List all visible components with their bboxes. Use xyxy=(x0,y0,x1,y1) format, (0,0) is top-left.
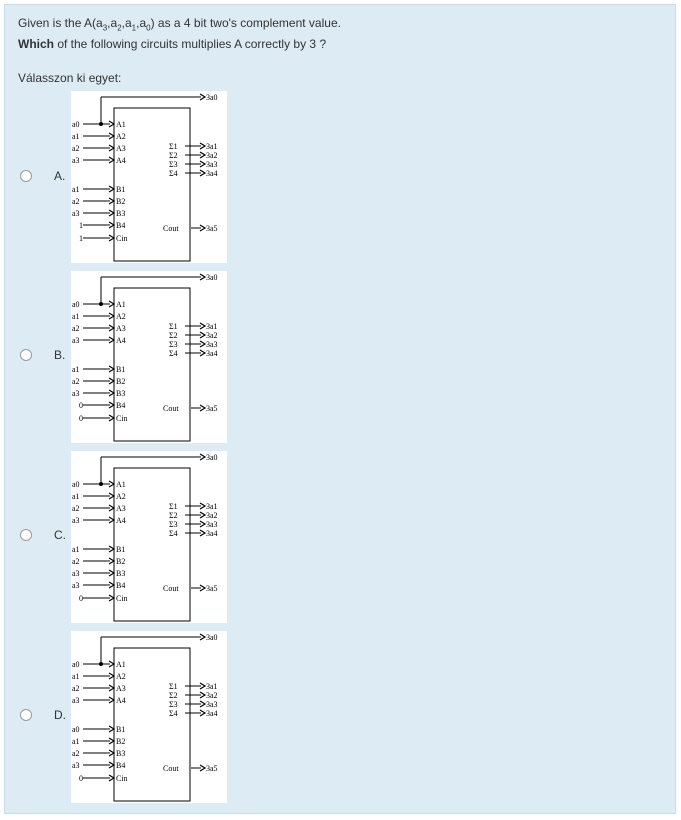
adder-circuit-svg xyxy=(71,271,227,443)
pin-a3: A3 xyxy=(116,504,126,513)
pin-a3: A3 xyxy=(116,324,126,333)
pin-a3: A3 xyxy=(116,144,126,153)
pin-a2: A2 xyxy=(116,492,126,501)
output-label-3a4: 3a4 xyxy=(206,169,218,178)
radio-button[interactable] xyxy=(20,170,32,182)
input-label-b2: a2 xyxy=(72,749,80,758)
pin-a4: A4 xyxy=(116,336,126,345)
question-line1-prefix: Given is the A(a xyxy=(18,16,103,30)
input-label-b3: a3 xyxy=(72,761,80,770)
sum-label-4: Σ4 xyxy=(169,349,178,358)
input-label-a3: a3 xyxy=(72,336,80,345)
pin-b3: B3 xyxy=(116,569,126,578)
sum-label-2: Σ2 xyxy=(169,151,178,160)
adder-circuit-svg xyxy=(71,91,227,263)
pin-b1: B1 xyxy=(116,365,126,374)
input-label-a1: a1 xyxy=(72,672,80,681)
output-label-3a2: 3a2 xyxy=(206,691,218,700)
cout-label: Cout xyxy=(163,584,179,593)
pin-b1: B1 xyxy=(116,725,126,734)
pin-a1: A1 xyxy=(116,660,126,669)
output-label-3a5: 3a5 xyxy=(206,224,218,233)
pin-b3: B3 xyxy=(116,749,126,758)
question-line1-suffix: ) as a 4 bit two's complement value. xyxy=(150,16,341,30)
pin-b2: B2 xyxy=(116,737,126,746)
pin-b2: B2 xyxy=(116,557,126,566)
sum-label-1: Σ1 xyxy=(169,322,178,331)
output-label-3a4: 3a4 xyxy=(206,349,218,358)
option-label: D. xyxy=(54,708,66,722)
sum-label-1: Σ1 xyxy=(169,142,178,151)
pin-b4: B4 xyxy=(116,401,126,410)
sum-label-3: Σ3 xyxy=(169,160,178,169)
output-label-3a0: 3a0 xyxy=(206,453,218,462)
output-label-3a1: 3a1 xyxy=(206,682,218,691)
output-label-3a3: 3a3 xyxy=(206,340,218,349)
input-label-b3: 1 xyxy=(79,221,83,230)
pin-cin: Cin xyxy=(116,594,128,603)
sum-label-4: Σ4 xyxy=(169,529,178,538)
sub-0: 0 xyxy=(146,23,151,33)
output-label-3a4: 3a4 xyxy=(206,529,218,538)
input-label-b0: a0 xyxy=(72,725,80,734)
input-label-b4: 0 xyxy=(79,414,83,423)
sub-3: 3 xyxy=(102,23,108,33)
input-label-b0: a1 xyxy=(72,185,80,194)
sum-label-2: Σ2 xyxy=(169,691,178,700)
pin-b2: B2 xyxy=(116,377,126,386)
input-label-b3: 0 xyxy=(79,401,83,410)
sum-label-1: Σ1 xyxy=(169,502,178,511)
input-label-a0: a0 xyxy=(72,120,80,129)
question-text: Given is the $A(a_3,a_2,a_1,a_0)$ as a 4 bit two's complement value. Which of the following circuits multiplies A correctly by 3 ? xyxy=(18,16,341,52)
cout-label: Cout xyxy=(163,764,179,773)
output-label-3a5: 3a5 xyxy=(206,764,218,773)
input-label-b1: a2 xyxy=(72,197,80,206)
sum-label-4: Σ4 xyxy=(169,169,178,178)
input-label-a0: a0 xyxy=(72,660,80,669)
input-label-b3: a3 xyxy=(72,581,80,590)
pin-a4: A4 xyxy=(116,696,126,705)
cout-label: Cout xyxy=(163,224,179,233)
radio-button[interactable] xyxy=(20,349,32,361)
sum-label-2: Σ2 xyxy=(169,331,178,340)
input-label-a1: a1 xyxy=(72,312,80,321)
pin-a2: A2 xyxy=(116,312,126,321)
input-label-a2: a2 xyxy=(72,684,80,693)
pin-b1: B1 xyxy=(116,545,126,554)
input-label-b0: a1 xyxy=(72,365,80,374)
sum-label-3: Σ3 xyxy=(169,340,178,349)
pin-b3: B3 xyxy=(116,389,126,398)
cout-label: Cout xyxy=(163,404,179,413)
pin-a4: A4 xyxy=(116,156,126,165)
pin-a1: A1 xyxy=(116,300,126,309)
sub-2: 2 xyxy=(117,23,122,33)
pin-a1: A1 xyxy=(116,120,126,129)
pin-a2: A2 xyxy=(116,672,126,681)
sum-label-3: Σ3 xyxy=(169,520,178,529)
pin-b4: B4 xyxy=(116,581,126,590)
sum-label-4: Σ4 xyxy=(169,709,178,718)
output-label-3a2: 3a2 xyxy=(206,511,218,520)
input-label-a2: a2 xyxy=(72,504,80,513)
output-label-3a5: 3a5 xyxy=(206,584,218,593)
choose-one-label: Válasszon ki egyet: xyxy=(18,71,122,85)
output-label-3a1: 3a1 xyxy=(206,502,218,511)
input-label-b4: 0 xyxy=(79,594,83,603)
output-label-3a1: 3a1 xyxy=(206,322,218,331)
sub-1: 1 xyxy=(131,23,137,33)
pin-cin: Cin xyxy=(116,234,128,243)
sum-label-2: Σ2 xyxy=(169,511,178,520)
output-label-3a0: 3a0 xyxy=(206,273,218,282)
input-label-b2: a3 xyxy=(72,569,80,578)
input-label-b4: 1 xyxy=(79,234,83,243)
input-label-a0: a0 xyxy=(72,300,80,309)
circuit-diagram xyxy=(71,451,227,623)
option-label: A. xyxy=(54,169,66,183)
output-label-3a2: 3a2 xyxy=(206,151,218,160)
output-label-3a0: 3a0 xyxy=(206,93,218,102)
input-label-a3: a3 xyxy=(72,156,80,165)
pin-a4: A4 xyxy=(116,516,126,525)
input-label-a0: a0 xyxy=(72,480,80,489)
input-label-b4: 0 xyxy=(79,774,83,783)
pin-cin: Cin xyxy=(116,774,128,783)
circuit-diagram xyxy=(71,271,227,443)
output-label-3a5: 3a5 xyxy=(206,404,218,413)
pin-a2: A2 xyxy=(116,132,126,141)
pin-cin: Cin xyxy=(116,414,128,423)
sum-label-1: Σ1 xyxy=(169,682,178,691)
circuit-diagram xyxy=(71,631,227,803)
pin-b4: B4 xyxy=(116,221,126,230)
sum-label-3: Σ3 xyxy=(169,700,178,709)
pin-b3: B3 xyxy=(116,209,126,218)
input-label-a3: a3 xyxy=(72,696,80,705)
question-bold-word: Which xyxy=(18,37,54,52)
pin-b2: B2 xyxy=(116,197,126,206)
input-label-b1: a1 xyxy=(72,737,80,746)
input-label-a2: a2 xyxy=(72,144,80,153)
output-label-3a1: 3a1 xyxy=(206,142,218,151)
pin-b1: B1 xyxy=(116,185,126,194)
circuit-diagram xyxy=(71,91,227,263)
input-label-b2: a3 xyxy=(72,389,80,398)
radio-button[interactable] xyxy=(20,709,32,721)
option-label: C. xyxy=(54,528,66,542)
input-label-b1: a2 xyxy=(72,557,80,566)
question-line2: of the following circuits multiplies A correctly by 3 ? xyxy=(54,37,327,52)
output-label-3a3: 3a3 xyxy=(206,160,218,169)
output-label-3a2: 3a2 xyxy=(206,331,218,340)
input-label-b1: a2 xyxy=(72,377,80,386)
input-label-a1: a1 xyxy=(72,492,80,501)
option-label: B. xyxy=(54,348,66,362)
pin-a3: A3 xyxy=(116,684,126,693)
radio-button[interactable] xyxy=(20,529,32,541)
input-label-a1: a1 xyxy=(72,132,80,141)
pin-a1: A1 xyxy=(116,480,126,489)
input-label-a3: a3 xyxy=(72,516,80,525)
input-label-a2: a2 xyxy=(72,324,80,333)
pin-b4: B4 xyxy=(116,761,126,770)
output-label-3a0: 3a0 xyxy=(206,633,218,642)
input-label-b0: a1 xyxy=(72,545,80,554)
input-label-b2: a3 xyxy=(72,209,80,218)
adder-circuit-svg xyxy=(71,631,227,803)
output-label-3a4: 3a4 xyxy=(206,709,218,718)
adder-circuit-svg xyxy=(71,451,227,623)
output-label-3a3: 3a3 xyxy=(206,700,218,709)
output-label-3a3: 3a3 xyxy=(206,520,218,529)
